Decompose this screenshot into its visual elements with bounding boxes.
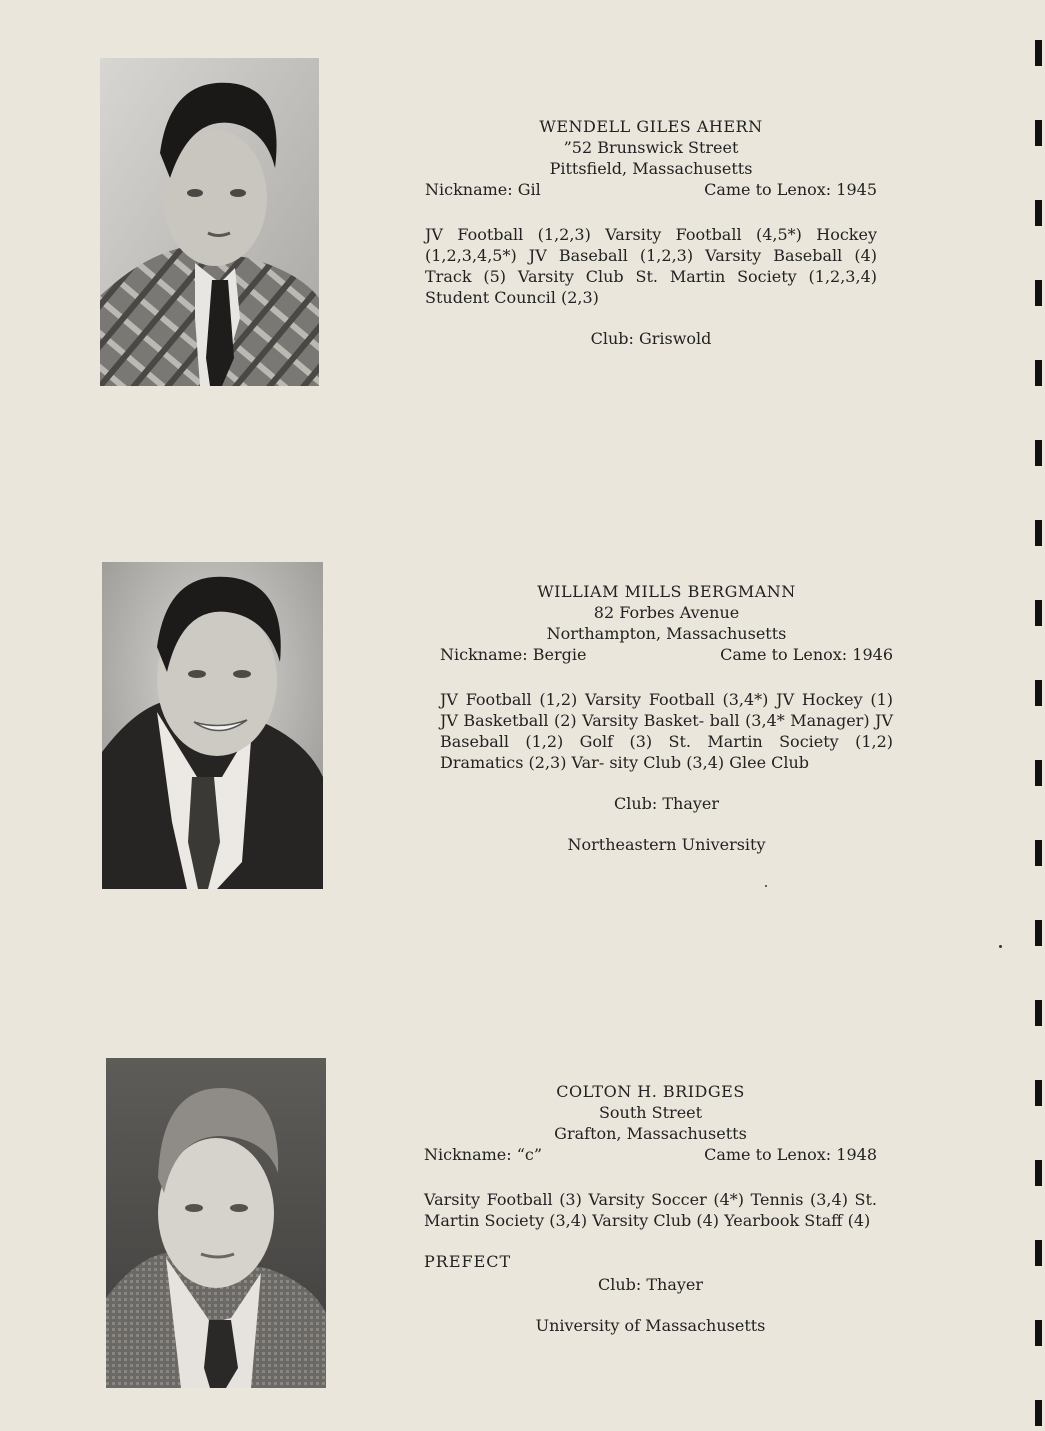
- student-nickname: Nickname: Bergie: [440, 645, 587, 664]
- student-activities: JV Football (1,2) Varsity Football (3,4*) JV Hockey (1) JV Basketball (2) Varsity Basket- ball (3,4* Manager) JV Baseball (1,2) Golf (3) St. Martin Society (1,2) Dramatics (2,3) Var- sity Club (3,4) Glee Club: [440, 690, 893, 772]
- student-name: WILLIAM MILLS BERGMANN: [537, 582, 796, 601]
- student-nickname: Nickname: “c”: [424, 1145, 543, 1164]
- student-activities: Varsity Football (3) Varsity Soccer (4*) Tennis (3,4) St. Martin Society (3,4) Varsity Club (4) Yearbook Staff (4): [424, 1190, 877, 1230]
- nickname-row: [424, 1144, 877, 1165]
- student-nickname: Nickname: Gil: [425, 180, 541, 199]
- student-street: 82 Forbes Avenue: [593, 603, 740, 622]
- binding-mark: [1035, 200, 1042, 226]
- student-city: Pittsfield, Massachusetts: [549, 159, 753, 178]
- student-name: COLTON H. BRIDGES: [556, 1082, 745, 1101]
- student-activities: JV Football (1,2,3) Varsity Football (4,5*) Hockey (1,2,3,4,5*) JV Baseball (1,2,3) Varsity Baseball (4) Track (5) Varsity Club St. Martin Society (1,2,3,4) Student Council (2,3): [425, 225, 877, 307]
- binding-mark: [1035, 1000, 1042, 1026]
- binding-mark: [1035, 600, 1042, 626]
- binding-mark: [1035, 1240, 1042, 1266]
- portrait-photo-bridges: [106, 1058, 326, 1388]
- binding-mark: [1035, 1160, 1042, 1186]
- student-street: South Street: [598, 1103, 703, 1122]
- student-came-to-lenox: Came to Lenox: 1945: [704, 180, 877, 199]
- binding-mark: [1035, 440, 1042, 466]
- binding-mark: [1035, 360, 1042, 386]
- student-came-to-lenox: Came to Lenox: 1946: [720, 645, 893, 664]
- student-college: Northeastern University: [567, 835, 766, 854]
- binding-mark: [1035, 520, 1042, 546]
- binding-mark: [1035, 1320, 1042, 1346]
- student-city: Grafton, Massachusetts: [554, 1124, 747, 1143]
- portrait-photo-bergmann: [102, 562, 323, 889]
- student-club: Club: Griswold: [590, 329, 712, 348]
- student-entry-bridges: [424, 1081, 877, 1336]
- student-club: Club: Thayer: [597, 1275, 704, 1294]
- binding-mark: [1035, 280, 1042, 306]
- nickname-row: [440, 644, 893, 665]
- student-entry-bergmann: [440, 581, 893, 855]
- binding-mark: [1035, 920, 1042, 946]
- student-club: Club: Thayer: [613, 794, 720, 813]
- binding-mark: [1035, 1400, 1042, 1426]
- binding-mark: [1035, 680, 1042, 706]
- binding-mark: [1035, 760, 1042, 786]
- student-entry-ahern: [425, 116, 877, 349]
- binding-mark: [1035, 40, 1042, 66]
- paper-speck: [999, 945, 1002, 948]
- student-city: Northampton, Massachusetts: [546, 624, 787, 643]
- paper-speck: [765, 885, 767, 887]
- student-college: University of Massachusetts: [535, 1316, 766, 1335]
- student-came-to-lenox: Came to Lenox: 1948: [704, 1145, 877, 1164]
- nickname-row: [425, 179, 877, 200]
- student-street: ”52 Brunswick Street: [563, 138, 739, 157]
- binding-strip: [1031, 0, 1045, 1431]
- binding-mark: [1035, 840, 1042, 866]
- portrait-photo-ahern: [100, 58, 319, 386]
- binding-mark: [1035, 120, 1042, 146]
- binding-mark: [1035, 1080, 1042, 1106]
- student-prefect: PREFECT: [424, 1252, 512, 1271]
- student-name: WENDELL GILES AHERN: [539, 117, 763, 136]
